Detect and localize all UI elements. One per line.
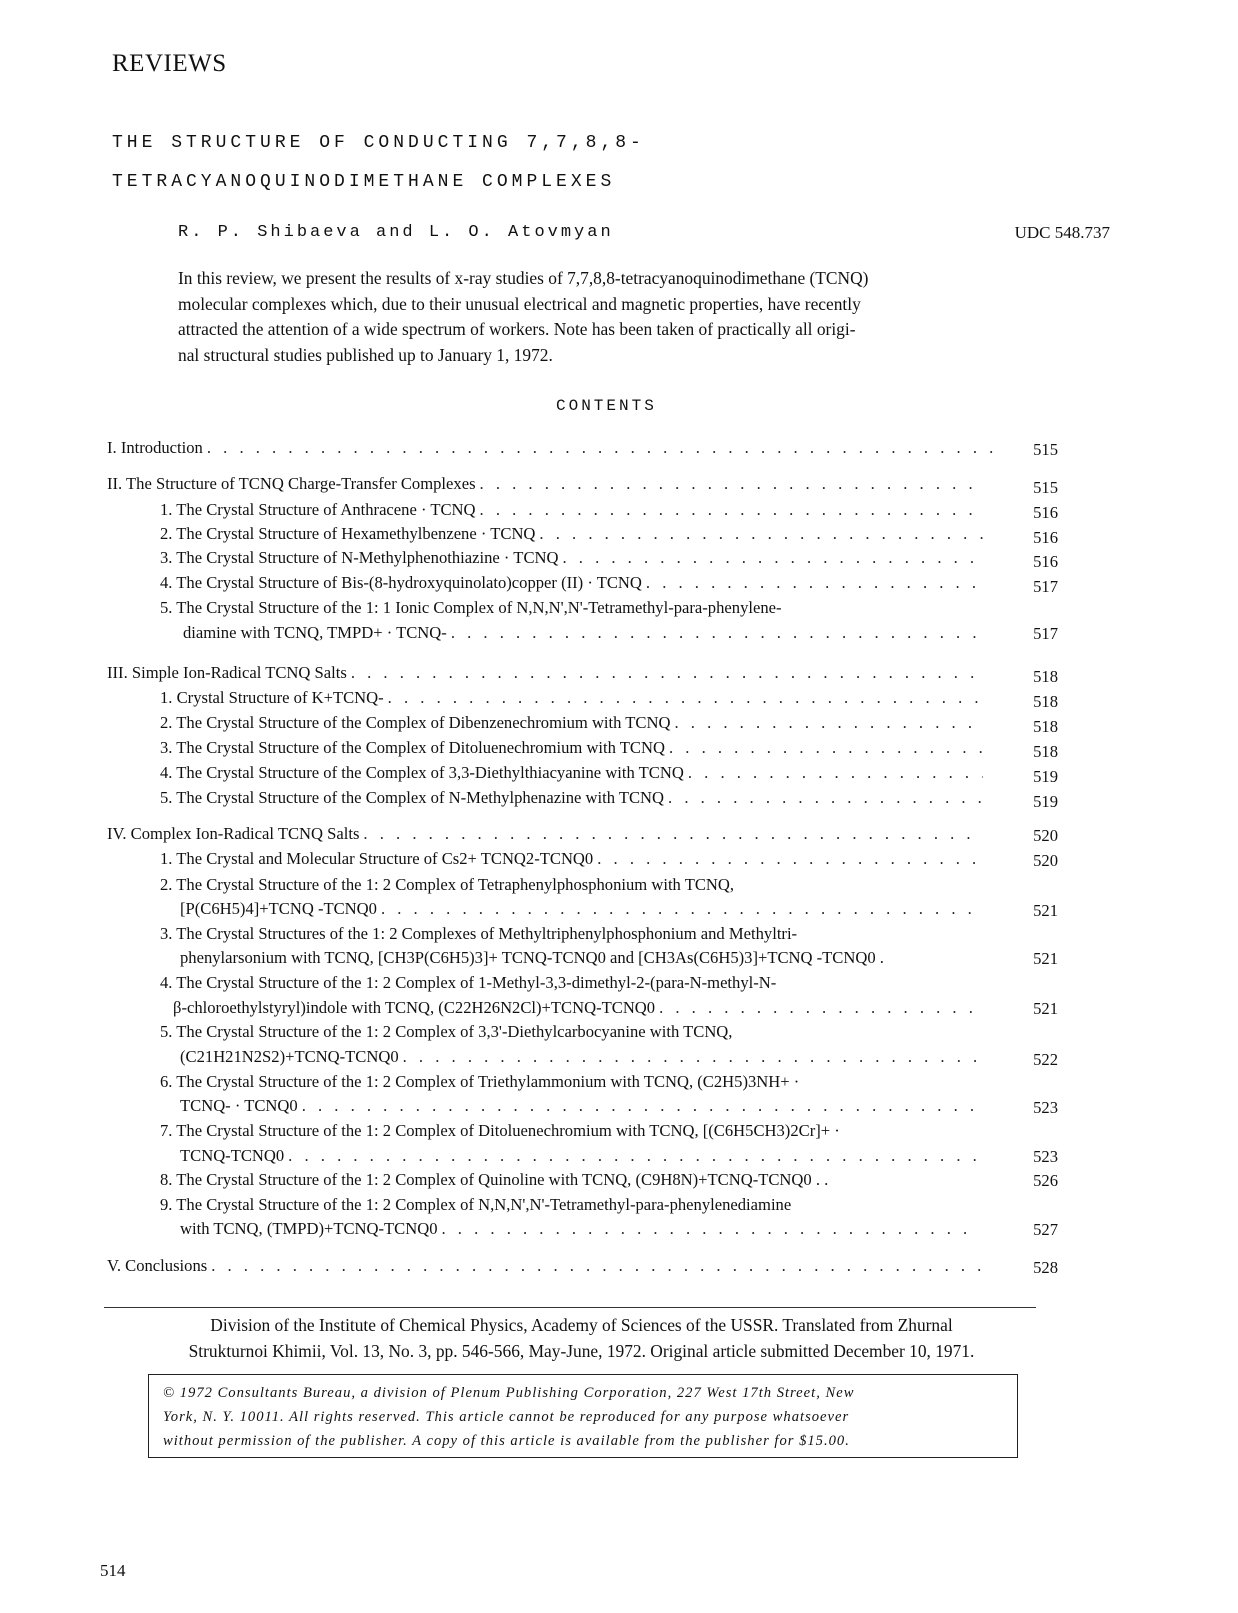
toc-entry: 4. The Crystal Structure of the 1: 2 Complex of 1-Methyl-3,3-dimethyl-2-(para-N-methyl-N- — [160, 973, 777, 992]
toc-page-number: 521 — [1033, 901, 1058, 920]
toc-entry: 3. The Crystal Structures of the 1: 2 Complexes of Methyltriphenylphosphonium and Methyltri- — [160, 924, 798, 943]
toc-entry — [107, 663, 987, 683]
authors: R. P. Shibaeva and L. O. Atovmyan — [178, 223, 614, 242]
toc-entry — [160, 524, 987, 544]
toc-page-number: 518 — [1033, 692, 1058, 711]
section-label: REVIEWS — [112, 50, 227, 77]
toc-entry-text: III. Simple Ion-Radical TCNQ Salts — [107, 663, 347, 682]
toc-entry — [173, 998, 980, 1018]
article-title-line-2: TETRACYANOQUINODIMETHANE COMPLEXES — [112, 172, 616, 192]
toc-page-number: 518 — [1033, 717, 1058, 736]
toc-entry: 5. The Crystal Structure of the 1: 2 Complex of 3,3'-Diethylcarbocyanine with TCNQ, — [160, 1022, 733, 1041]
toc-page-number: 518 — [1033, 742, 1058, 761]
toc-entry-text: 1. Crystal Structure of K+TCNQ- — [160, 688, 384, 707]
toc-entry — [160, 738, 987, 758]
toc-entry: phenylarsonium with TCNQ, [CH3P(C6H5)3]+ TCNQ-TCNQ0 and [CH3As(C6H5)3]+TCNQ -TCNQ0 . — [180, 948, 884, 967]
toc-entry: 9. The Crystal Structure of the 1: 2 Complex of N,N,N',N'-Tetramethyl-para-phenylenediamine — [160, 1195, 792, 1214]
footnote-divider — [104, 1307, 1036, 1308]
toc-page-number: 521 — [1033, 949, 1058, 968]
toc-entry-text: TCNQ- · TCNQ0 — [180, 1096, 298, 1115]
toc-entry — [180, 1146, 985, 1166]
toc-entry-text: 2. The Crystal Structure of the Complex of Dibenzenechromium with TCNQ — [160, 713, 671, 732]
page-number: 514 — [100, 1561, 126, 1580]
toc-entry: 6. The Crystal Structure of the 1: 2 Complex of Triethylammonium with TCNQ, (C2H5)3NH+ · — [160, 1072, 800, 1091]
toc-page-number: 517 — [1033, 624, 1058, 643]
toc-entry: 2. The Crystal Structure of the 1: 2 Complex of Tetraphenylphosphonium with TCNQ, — [160, 875, 735, 894]
toc-entry — [183, 623, 983, 643]
toc-entry — [160, 500, 987, 520]
toc-entry — [160, 548, 987, 568]
abstract — [178, 266, 1058, 368]
toc-entry — [160, 573, 987, 593]
copyright-notice — [148, 1374, 1018, 1458]
article-title-line-1: THE STRUCTURE OF CONDUCTING 7,7,8,8- — [112, 133, 645, 153]
toc-entry-text: 3. The Crystal Structure of the Complex of Ditoluenechromium with TCNQ — [160, 738, 665, 757]
abstract-line: nal structural studies published up to January 1, 1972. — [178, 344, 553, 365]
toc-entry — [160, 788, 987, 808]
toc-entry — [107, 824, 987, 844]
toc-page-number: 517 — [1033, 577, 1058, 596]
toc-entry-text: [P(C6H5)4]+TCNQ -TCNQ0 — [180, 899, 377, 918]
toc-entry — [160, 688, 987, 708]
toc-entry — [180, 1219, 980, 1239]
toc-page-number: 528 — [1033, 1258, 1058, 1277]
abstract-line: attracted the attention of a wide spectrum of workers. Note has been taken of practically all origi- — [178, 319, 856, 339]
toc-entry-text: IV. Complex Ion-Radical TCNQ Salts — [107, 824, 360, 843]
toc-entry-text: V. Conclusions — [107, 1256, 208, 1275]
udc-code: UDC 548.737 — [1014, 223, 1110, 242]
toc-entry — [160, 763, 987, 783]
toc-entry — [180, 1047, 985, 1067]
toc-entry — [180, 899, 987, 919]
footnote-line: Strukturnoi Khimii, Vol. 13, No. 3, pp. 546-566, May-June, 1972. Original article submitted December 10, 1971. — [188, 1341, 975, 1361]
copyright-line: © 1972 Consultants Bureau, a division of Plenum Publishing Corporation, 227 West 17th Street, New — [163, 1385, 855, 1401]
toc-entry-text: 5. The Crystal Structure of the Complex of N-Methylphenazine with TCNQ — [160, 788, 665, 807]
toc-entry-text: TCNQ-TCNQ0 — [180, 1146, 285, 1165]
toc-entry-text: I. Introduction — [107, 438, 203, 457]
toc-page-number: 519 — [1033, 792, 1058, 811]
toc-entry-text: 2. The Crystal Structure of Hexamethylbenzene · TCNQ — [160, 524, 536, 543]
toc-page-number: 519 — [1033, 767, 1058, 786]
toc-entry: 8. The Crystal Structure of the 1: 2 Complex of Quinoline with TCNQ, (C9H8N)+TCNQ-TCNQ0 . . — [160, 1170, 829, 1189]
toc-entry-text: diamine with TCNQ, TMPD+ · TCNQ- — [183, 623, 447, 642]
toc-page-number: 526 — [1033, 1171, 1058, 1190]
toc-page-number: 521 — [1033, 999, 1058, 1018]
copyright-line: without permission of the publisher. A copy of this article is available from the publisher for $15.00. — [163, 1433, 850, 1449]
toc-page-number: 522 — [1033, 1050, 1058, 1069]
toc-entry-text: 1. The Crystal Structure of Anthracene · TCNQ — [160, 500, 476, 519]
toc-entry — [160, 713, 987, 733]
toc-page-number: 516 — [1033, 552, 1058, 571]
toc-page-number: 516 — [1033, 528, 1058, 547]
toc-entry-text: 4. The Crystal Structure of Bis-(8-hydroxyquinolato)copper (II) · TCNQ — [160, 573, 642, 592]
toc-entry-text: 4. The Crystal Structure of the Complex of 3,3-Diethylthiacyanine with TCNQ — [160, 763, 684, 782]
toc-entry-text: (C21H21N2S2)+TCNQ-TCNQ0 — [180, 1047, 399, 1066]
toc-page-number: 520 — [1033, 826, 1058, 845]
toc-entry-text: β-chloroethylstyryl)indole with TCNQ, (C22H26N2Cl)+TCNQ-TCNQ0 — [173, 998, 656, 1017]
toc-entry — [107, 438, 1007, 458]
footnote — [104, 1312, 1059, 1364]
footnote-line: Division of the Institute of Chemical Physics, Academy of Sciences of the USSR. Translated from Zhurnal — [210, 1315, 953, 1335]
toc-page-number: 527 — [1033, 1220, 1058, 1239]
toc-page-number: 523 — [1033, 1147, 1058, 1166]
toc-entry: 5. The Crystal Structure of the 1: 1 Ionic Complex of N,N,N',N'-Tetramethyl-para-phenylene- — [160, 598, 782, 617]
contents-heading: CONTENTS — [556, 397, 657, 415]
toc-entry-text: with TCNQ, (TMPD)+TCNQ-TCNQ0 — [180, 1219, 438, 1238]
copyright-line: York, N. Y. 10011. All rights reserved. This article cannot be reproduced for any purpose whatsoever — [163, 1409, 850, 1425]
toc-entry: 7. The Crystal Structure of the 1: 2 Complex of Ditoluenechromium with TCNQ, [(C6H5CH3)2Cr]+ · — [160, 1121, 840, 1140]
toc-page-number: 516 — [1033, 503, 1058, 522]
toc-page-number: 518 — [1033, 667, 1058, 686]
toc-entry — [107, 474, 987, 494]
toc-entry — [160, 849, 987, 869]
toc-page-number: 523 — [1033, 1098, 1058, 1117]
toc-page-number: 515 — [1033, 478, 1058, 497]
toc-page-number: 515 — [1033, 440, 1058, 459]
toc-page-number: 520 — [1033, 851, 1058, 870]
abstract-line: molecular complexes which, due to their unusual electrical and magnetic properties, have recently — [178, 293, 861, 314]
toc-entry — [180, 1096, 985, 1116]
abstract-line: In this review, we present the results of x-ray studies of 7,7,8,8-tetracyanoquinodimethane (TCNQ) — [178, 268, 869, 288]
toc-entry — [107, 1256, 987, 1276]
toc-entry-text: II. The Structure of TCNQ Charge-Transfer Complexes — [107, 474, 476, 493]
toc-entry-text: 3. The Crystal Structure of N-Methylphenothiazine · TCNQ — [160, 548, 559, 567]
toc-entry-text: 1. The Crystal and Molecular Structure of Cs2+ TCNQ2-TCNQ0 — [160, 849, 594, 868]
